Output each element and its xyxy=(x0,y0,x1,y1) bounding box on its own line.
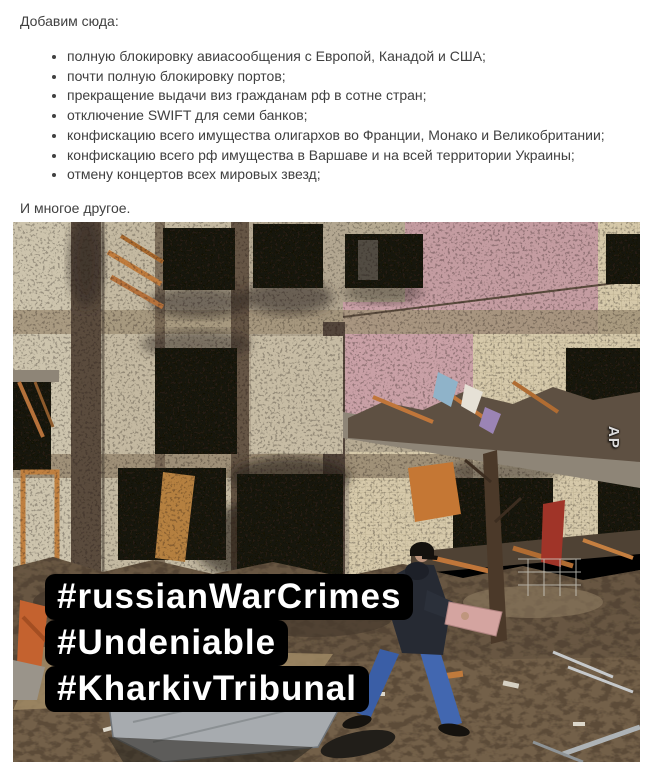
sanction-item: • отключение SWIFT для семи банков; xyxy=(67,106,630,126)
sanction-item: • конфискацию всего имущества олигархов во Франции, Монако и Великобритании; xyxy=(67,126,630,146)
ap-watermark: AP xyxy=(605,426,622,449)
hashtag-overlay xyxy=(45,574,413,712)
sanction-item: • почти полную блокировку портов; xyxy=(67,67,630,87)
sanction-item: • прекращение выдачи виз гражданам рф в сотне стран; xyxy=(67,86,630,106)
sanction-item: • конфискацию всего рф имущества в Варшаве и на всей территории Украины; xyxy=(67,146,630,166)
sanction-item: • полную блокировку авиасообщения с Европой, Канадой и США; xyxy=(67,47,630,67)
intro-text: Добавим сюда: xyxy=(20,13,119,29)
war-damage-photo[interactable] xyxy=(13,222,640,762)
hashtag-line-2: #Undeniable xyxy=(45,620,288,666)
sanction-item: • отмену концертов всех мировых звезд; xyxy=(67,165,630,185)
sanctions-list xyxy=(20,47,630,185)
outro-text: И многое другое. xyxy=(20,199,131,216)
hashtag-line-3: #KharkivTribunal xyxy=(45,666,369,712)
hashtag-line-1: #russianWarCrimes xyxy=(45,574,413,620)
post-text-block xyxy=(0,0,650,218)
